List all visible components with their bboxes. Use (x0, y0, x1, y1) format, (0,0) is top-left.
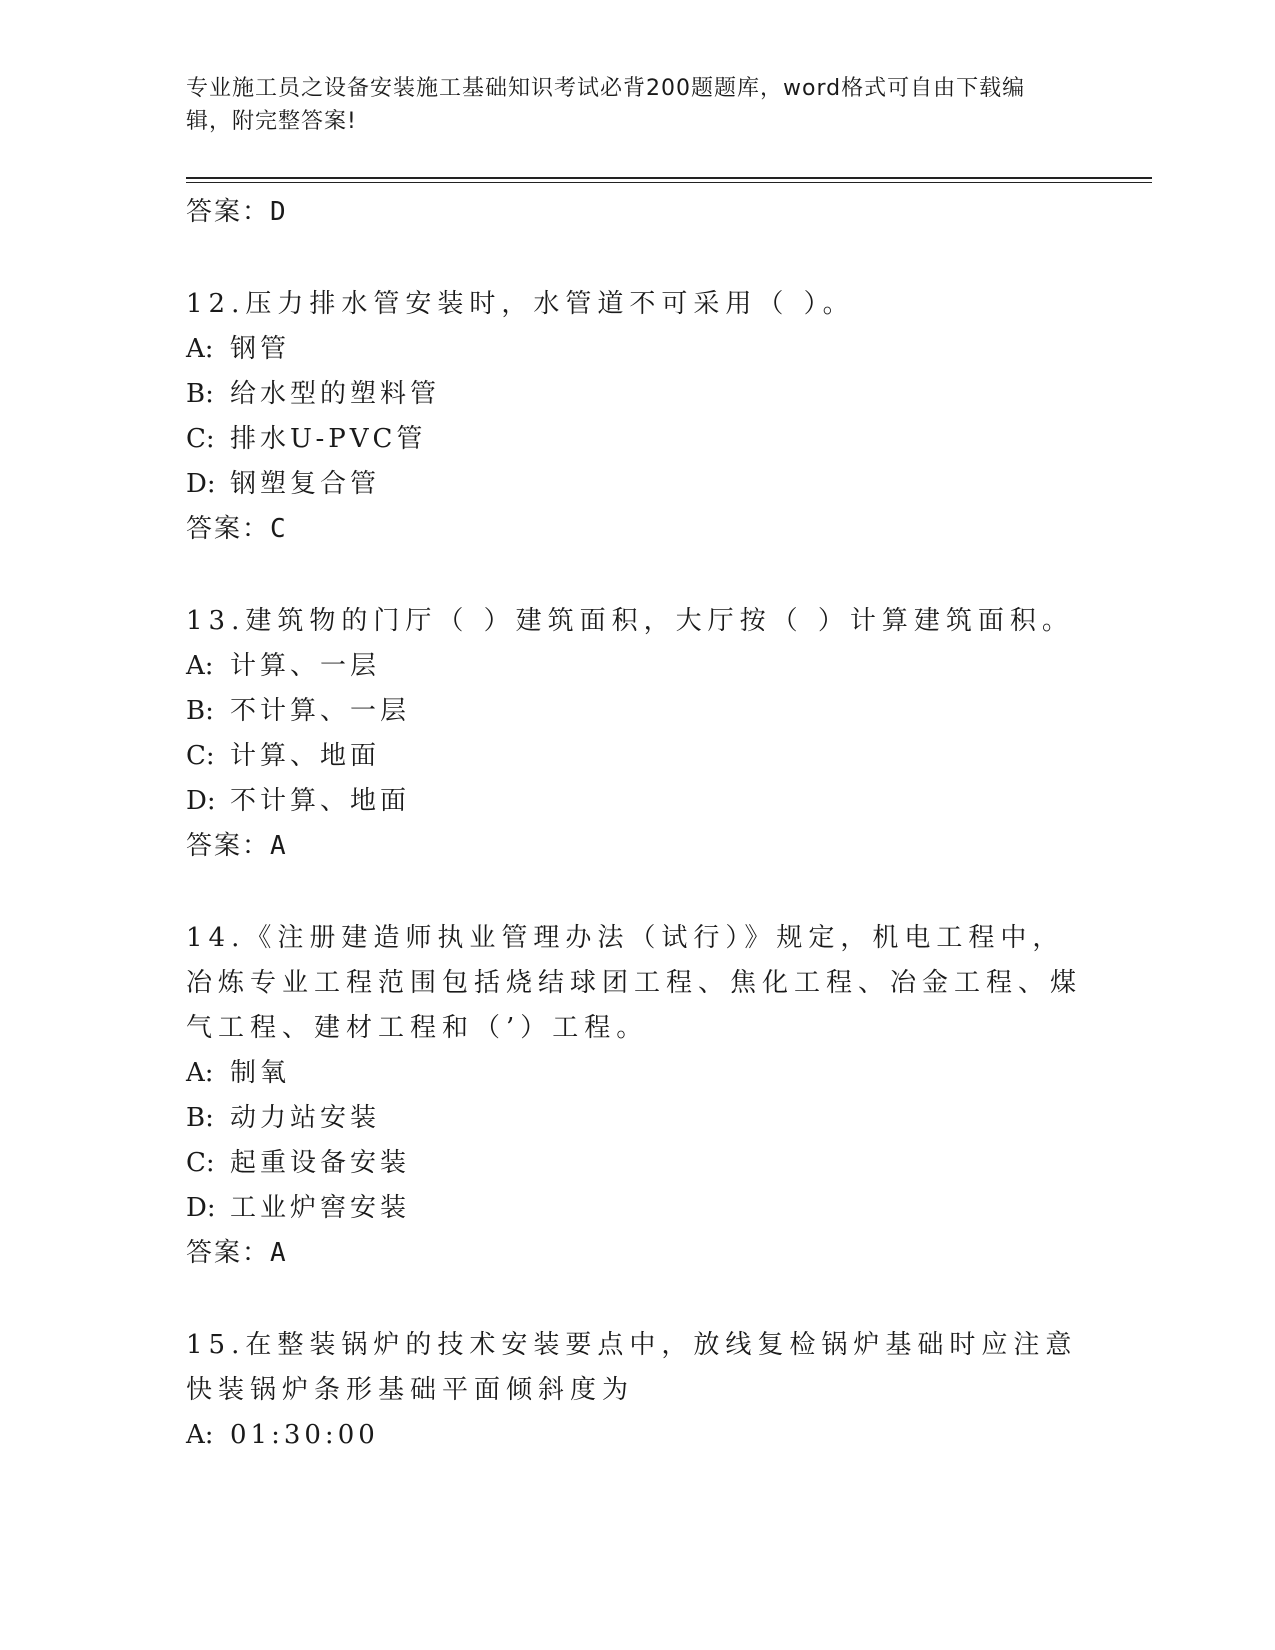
option-text: 计算、一层 (230, 651, 381, 681)
option-key: D: (186, 786, 216, 816)
question-text: 13.建筑物的门厅（ ）建筑面积，大厅按（ ）计算建筑面积。 (186, 606, 1074, 636)
option-b (186, 689, 1086, 734)
option-key: D: (186, 1193, 216, 1223)
option-a (186, 1051, 1086, 1096)
option-d (186, 462, 1086, 507)
option-text: 制氧 (230, 1058, 291, 1088)
option-text: 排水U-PVC管 (230, 424, 427, 454)
answer-label: 答案： (186, 1238, 271, 1268)
question-block (186, 916, 1086, 1275)
option-key: C: (186, 424, 215, 454)
option-b (186, 1096, 1086, 1141)
option-c (186, 734, 1086, 779)
answer-label: 答案： (186, 831, 271, 861)
option-text: 给水型的塑料管 (230, 379, 441, 409)
option-key: D: (186, 469, 216, 499)
option-text: 01:30:00 (230, 1420, 379, 1450)
answer-line (186, 507, 1086, 551)
option-c (186, 417, 1086, 462)
option-text: 起重设备安装 (230, 1148, 411, 1178)
option-b (186, 372, 1086, 417)
question-list (186, 190, 1086, 1458)
option-key: C: (186, 1148, 215, 1178)
answer-line (186, 1231, 1086, 1275)
option-key: A: (186, 651, 214, 681)
option-d (186, 779, 1086, 824)
option-text: 钢管 (230, 334, 291, 364)
option-d (186, 1186, 1086, 1231)
question-text: 15.在整装锅炉的技术安装要点中，放线复检锅炉基础时应注意快装锅炉条形基础平面倾斜度为 (186, 1330, 1078, 1405)
option-key: A: (186, 334, 214, 364)
option-a (186, 644, 1086, 689)
answer-value: A (270, 1238, 288, 1268)
option-text: 钢塑复合管 (230, 469, 381, 499)
option-key: B: (186, 379, 214, 409)
option-key: C: (186, 741, 215, 771)
question-block (186, 599, 1086, 868)
option-text: 工业炉窖安装 (230, 1193, 411, 1223)
option-key: A: (186, 1420, 214, 1450)
question-text: 14.《注册建造师执业管理办法（试行）》规定，机电工程中，冶炼专业工程范围包括烧结球团工程、焦化工程、冶金工程、煤气工程、建材工程和（’）工程。 (186, 923, 1083, 1043)
header-rule-thick (186, 177, 1152, 179)
option-key: B: (186, 1103, 214, 1133)
answer-value: A (270, 831, 288, 861)
answer-label: 答案： (186, 514, 271, 544)
option-key: A: (186, 1058, 214, 1088)
header-rule-thin (186, 182, 1152, 183)
document-header: 专业施工员之设备安装施工基础知识考试必背200题题库，word格式可自由下载编辑，附完整答案! (186, 76, 1026, 134)
option-a (186, 327, 1086, 372)
option-c (186, 1141, 1086, 1186)
prev-answer (186, 190, 1086, 234)
answer-value: D (270, 197, 288, 227)
answer-label: 答案： (186, 197, 271, 227)
question-text: 12.压力排水管安装时，水管道不可采用（ ）。 (186, 289, 855, 319)
question-block (186, 1323, 1086, 1458)
option-a (186, 1413, 1086, 1458)
option-text: 计算、地面 (230, 741, 381, 771)
option-text: 动力站安装 (230, 1103, 381, 1133)
option-key: B: (186, 696, 214, 726)
answer-line (186, 824, 1086, 868)
question-block (186, 282, 1086, 551)
option-text: 不计算、一层 (230, 696, 411, 726)
answer-value: C (270, 514, 288, 544)
option-text: 不计算、地面 (230, 786, 411, 816)
